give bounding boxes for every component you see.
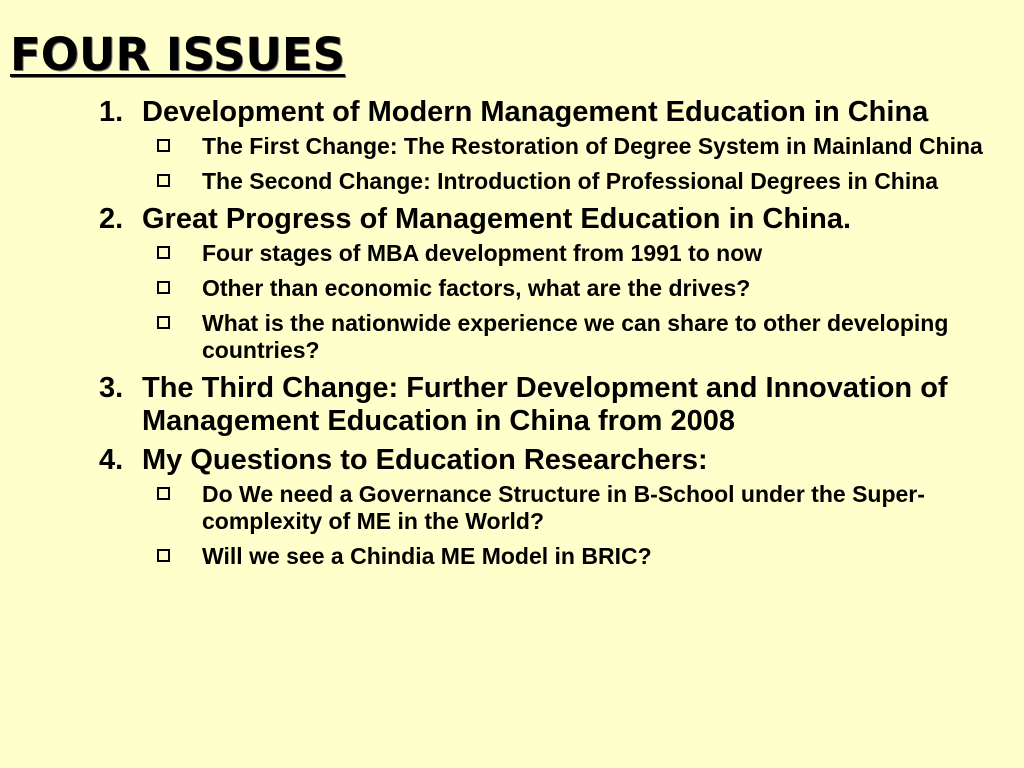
sub-item-text: Do We need a Governance Structure in B-School under the Super-complexity of ME in the World? <box>202 481 925 534</box>
sub-item <box>142 543 984 570</box>
sub-item-text: Other than economic factors, what are the drives? <box>202 275 751 301</box>
outline-item-3 <box>0 372 1024 438</box>
square-bullet-icon <box>157 174 170 187</box>
sub-list <box>0 240 984 364</box>
sub-item <box>142 310 984 364</box>
item-text: My Questions to Education Researchers: <box>142 444 708 476</box>
item-text: The Third Change: Further Development and Innovation of Management Education in China from 2008 <box>142 372 948 437</box>
item-number: 3. <box>99 372 124 404</box>
item-number: 2. <box>99 203 124 235</box>
square-bullet-icon <box>157 316 170 329</box>
sub-item-text: Will we see a Chindia ME Model in BRIC? <box>202 543 652 569</box>
outline-item-4 <box>0 444 1024 570</box>
square-bullet-icon <box>157 549 170 562</box>
outline-item-2 <box>0 203 1024 364</box>
sub-item-text: The First Change: The Restoration of Degree System in Mainland China <box>202 133 983 159</box>
item-text: Great Progress of Management Education in China. <box>142 203 852 235</box>
item-text: Development of Modern Management Education in China <box>142 96 929 128</box>
sub-item <box>142 133 984 160</box>
sub-item <box>142 481 984 535</box>
sub-list <box>0 133 984 195</box>
sub-list <box>0 481 984 570</box>
slide-title: FOUR ISSUES <box>10 28 346 81</box>
item-number: 1. <box>99 96 124 128</box>
square-bullet-icon <box>157 487 170 500</box>
sub-item-text: Four stages of MBA development from 1991 to now <box>202 240 763 266</box>
square-bullet-icon <box>157 246 170 259</box>
item-number: 4. <box>99 444 124 476</box>
sub-item <box>142 240 984 267</box>
sub-item <box>142 168 984 195</box>
outline-list <box>0 96 1024 578</box>
sub-item-text: The Second Change: Introduction of Professional Degrees in China <box>202 168 939 194</box>
square-bullet-icon <box>157 281 170 294</box>
sub-item <box>142 275 984 302</box>
outline-item-1 <box>0 96 1024 195</box>
sub-item-text: What is the nationwide experience we can share to other developing countries? <box>202 310 949 363</box>
square-bullet-icon <box>157 139 170 152</box>
